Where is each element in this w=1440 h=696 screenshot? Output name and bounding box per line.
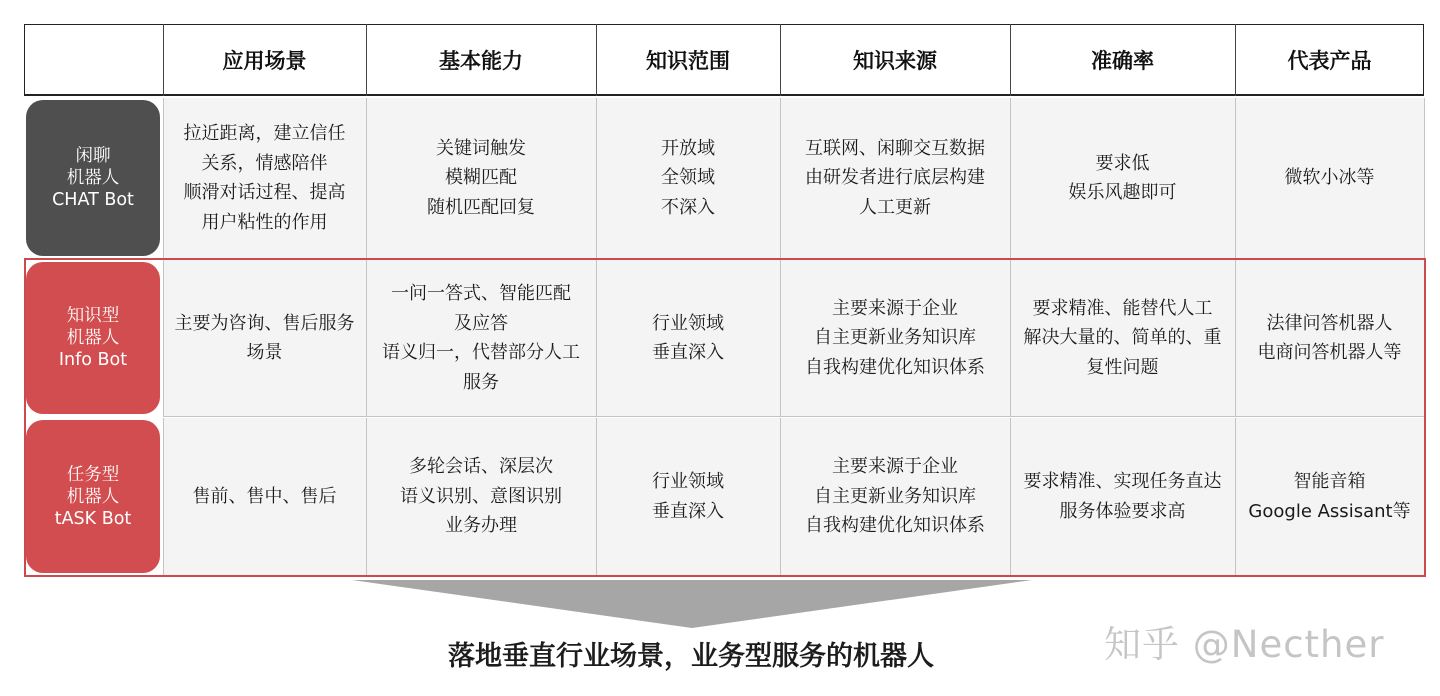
- header-divider: [1010, 24, 1011, 96]
- cell-text-line: 不深入: [661, 196, 715, 218]
- table-cell: [596, 98, 780, 258]
- cell-text-line: 微软小冰等: [1284, 167, 1375, 189]
- row-label-line: tASK Bot: [54, 508, 132, 529]
- cell-text-line: 由研发者进行底层构建: [805, 167, 985, 189]
- cell-text-line: 顺滑对话过程、提高: [183, 182, 346, 203]
- cell-text-line: 关键词触发: [436, 137, 526, 159]
- column-header-3: 知识范围: [646, 49, 730, 73]
- conclusion-caption: 落地垂直行业场景，业务型服务的机器人: [448, 641, 934, 672]
- row-divider: [163, 416, 1424, 417]
- cell-text-line: 法律问答机器人: [1266, 312, 1393, 334]
- table-cell: [1235, 260, 1424, 416]
- column-divider: [1424, 98, 1425, 258]
- table-cell: [163, 98, 366, 258]
- cell-text-line: 模糊匹配: [445, 167, 517, 189]
- cell-text-line: 解决大量的、简单的、重: [1023, 327, 1222, 349]
- cell-text-line: 互联网、闲聊交互数据: [805, 137, 985, 159]
- cell-text-line: 主要为咨询、售后服务: [174, 312, 355, 334]
- cell-text-line: 要求低: [1095, 152, 1150, 174]
- row-label-line: 知识型: [66, 306, 120, 326]
- cell-text-line: 服务: [463, 371, 499, 393]
- column-header-5: 准确率: [1091, 49, 1154, 73]
- cell-text-line: Google Assisant等: [1248, 500, 1411, 522]
- row-divider: [163, 258, 1424, 259]
- cell-text-line: 行业领域: [652, 312, 724, 334]
- table-cell: [780, 418, 1010, 575]
- cell-text-line: 主要来源于企业: [832, 297, 958, 319]
- column-header-2: 基本能力: [439, 49, 523, 73]
- cell-text-line: 多轮会话、深层次: [409, 456, 553, 478]
- cell-text-line: 垂直深入: [652, 342, 724, 363]
- cell-text-line: 场景: [246, 342, 283, 363]
- column-divider: [1235, 260, 1236, 416]
- table-cell: [1010, 98, 1235, 258]
- column-divider: [1424, 260, 1425, 416]
- column-divider: [366, 260, 367, 416]
- column-header-1: 应用场景: [222, 49, 307, 73]
- cell-text-line: 人工更新: [859, 196, 931, 218]
- header-divider: [780, 24, 781, 96]
- row-label-line: 闲聊: [75, 146, 111, 166]
- row-label-3: [26, 420, 160, 573]
- cell-text-line: 一问一答式、智能匹配: [391, 283, 571, 304]
- cell-text-line: 拉近距离，建立信任: [183, 123, 346, 144]
- cell-text-line: 要求精准、能替代人工: [1032, 297, 1213, 319]
- table-cell: [366, 260, 596, 416]
- table-cell: [1235, 418, 1424, 575]
- column-header-4: 知识来源: [853, 49, 937, 73]
- column-divider: [163, 418, 164, 575]
- cell-text-line: 娱乐风趣即可: [1068, 182, 1177, 203]
- table-cell: [780, 260, 1010, 416]
- column-divider: [366, 418, 367, 575]
- row-label-line: Info Bot: [58, 350, 128, 370]
- row-label-line: CHAT Bot: [52, 190, 134, 210]
- row-label-line: 机器人: [66, 486, 120, 507]
- row-label-line: 任务型: [66, 464, 120, 485]
- table-cell: [596, 260, 780, 416]
- column-divider: [1235, 418, 1236, 575]
- column-divider: [1010, 98, 1011, 258]
- cell-text-line: 语义归一，代替部分人工: [382, 342, 580, 363]
- column-divider: [163, 260, 164, 416]
- cell-text-line: 全领域: [661, 167, 715, 189]
- row-label-line: 机器人: [66, 328, 120, 348]
- cell-text-line: 电商问答机器人等: [1257, 342, 1402, 363]
- cell-text-line: 自主更新业务知识库: [814, 485, 976, 507]
- column-divider: [596, 260, 597, 416]
- cell-text-line: 关系，情感陪伴: [201, 152, 328, 174]
- row-label-line: 机器人: [66, 168, 120, 188]
- header-divider: [1235, 24, 1236, 96]
- cell-text-line: 要求精准、实现任务直达: [1023, 471, 1222, 492]
- table-cell: [366, 98, 596, 258]
- header-divider: [163, 24, 164, 96]
- column-header-6: 代表产品: [1287, 49, 1372, 73]
- cell-text-line: 用户粘性的作用: [201, 211, 328, 233]
- row-label-1: [26, 100, 160, 256]
- header-divider: [596, 24, 597, 96]
- table-cell: [163, 260, 366, 416]
- column-divider: [780, 418, 781, 575]
- cell-text-line: 自我构建优化知识体系: [805, 515, 985, 537]
- table-cell: [366, 418, 596, 575]
- cell-text-line: 垂直深入: [652, 500, 724, 522]
- cell-text-line: 随机匹配回复: [427, 196, 535, 218]
- header-divider: [366, 24, 367, 96]
- cell-text-line: 自我构建优化知识体系: [805, 356, 985, 378]
- cell-text-line: 开放域: [661, 137, 715, 159]
- column-divider: [596, 418, 597, 575]
- table-cell: [1235, 98, 1424, 258]
- table-cell: [1010, 260, 1235, 416]
- row-label-2: [26, 262, 160, 414]
- cell-text-line: 业务办理: [445, 515, 517, 537]
- table-cell: [163, 418, 366, 575]
- cell-text-line: 主要来源于企业: [832, 456, 958, 478]
- cell-text-line: 复性问题: [1086, 356, 1159, 378]
- cell-text-line: 语义识别、意图识别: [400, 485, 562, 507]
- column-divider: [780, 98, 781, 258]
- column-divider: [1424, 418, 1425, 575]
- cell-text-line: 售前、售中、售后: [192, 485, 337, 507]
- cell-text-line: 及应答: [454, 312, 508, 334]
- down-arrow-icon: [352, 580, 1032, 630]
- cell-text-line: 服务体验要求高: [1059, 500, 1186, 522]
- table-cell: [596, 418, 780, 575]
- table-cell: [780, 98, 1010, 258]
- table-cell: [1010, 418, 1235, 575]
- column-divider: [1010, 260, 1011, 416]
- comparison-table: [24, 24, 1426, 578]
- cell-text-line: 行业领域: [652, 471, 724, 492]
- column-divider: [163, 98, 164, 258]
- column-divider: [1235, 98, 1236, 258]
- cell-text-line: 自主更新业务知识库: [814, 327, 976, 349]
- column-divider: [780, 260, 781, 416]
- zhihu-watermark: 知乎 @Necther: [1104, 623, 1385, 666]
- column-divider: [596, 98, 597, 258]
- column-divider: [366, 98, 367, 258]
- cell-text-line: 智能音箱: [1293, 471, 1366, 492]
- column-divider: [1010, 418, 1011, 575]
